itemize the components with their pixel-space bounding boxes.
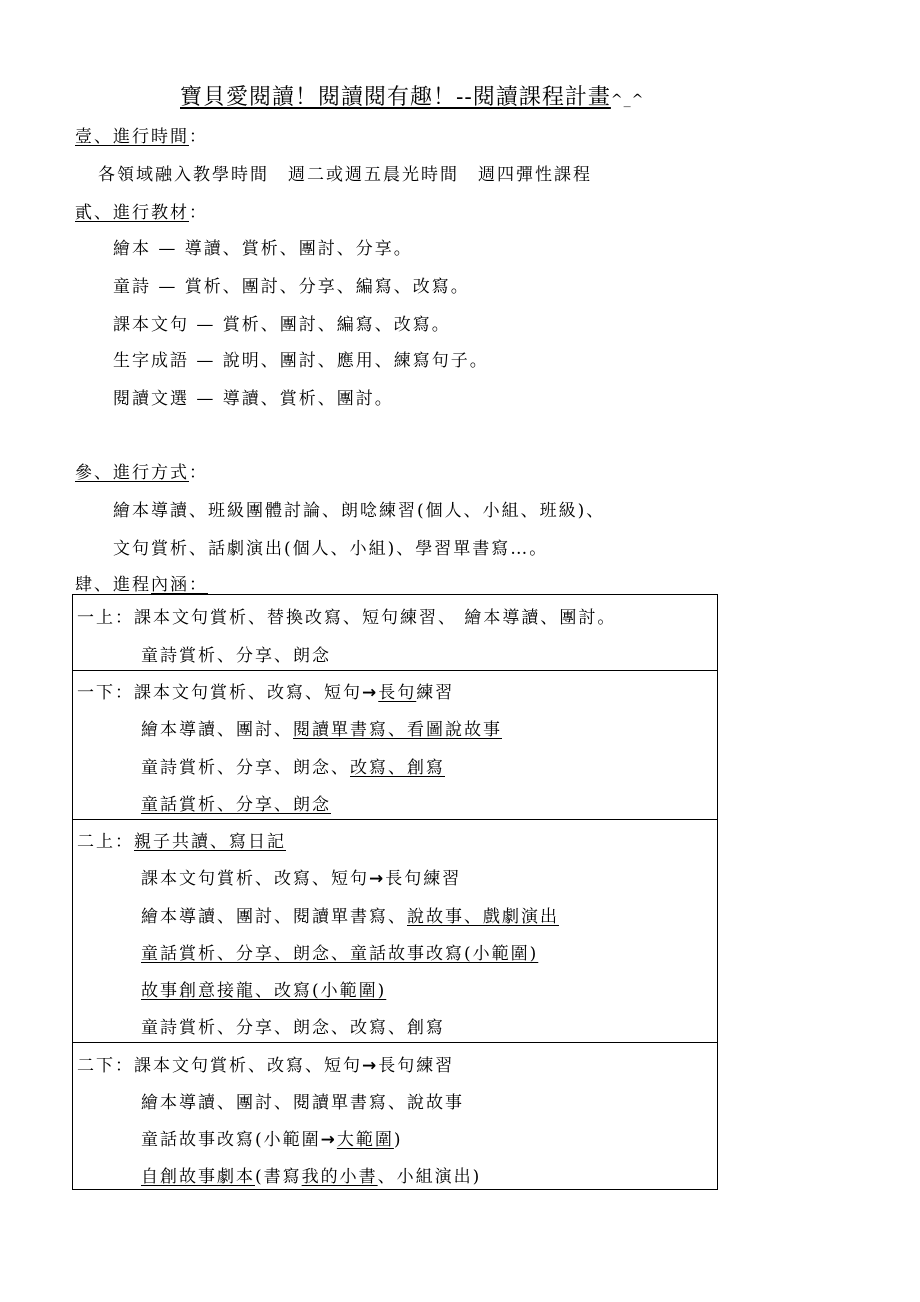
grade-2b-line: 二下：課本文句賞析、改寫、短句→長句練習 — [77, 1056, 455, 1076]
grade-1b-line: 童詩賞析、分享、朗念、改寫、創寫 — [141, 758, 445, 778]
grade-2a-line: 童詩賞析、分享、朗念、改寫、創寫 — [141, 1018, 445, 1038]
section-2-heading: 貳、進行教材： — [75, 203, 208, 223]
grade-2b-line: 繪本導讀、團討、閱讀單書寫、說故事 — [141, 1093, 464, 1113]
grade-1b-line: 一下：課本文句賞析、改寫、短句→長句練習 — [77, 683, 455, 703]
grade-2a-line: 繪本導讀、團討、閱讀單書寫、說故事、戲劇演出 — [141, 907, 559, 927]
grade-label: 一下： — [77, 683, 134, 703]
title-main: 寶貝愛閱讀！閱讀閱有趣！--閱讀課程計畫 — [180, 85, 611, 110]
curriculum-table — [72, 594, 718, 1190]
grade-1b-line: 繪本導讀、團討、閱讀單書寫、看圖說故事 — [141, 720, 502, 740]
grade-2a-line: 二上：親子共讀、寫日記 — [77, 832, 286, 852]
section-1-body: 各領域融入教學時間 週二或週五晨光時間 週四彈性課程 — [98, 165, 592, 185]
page-title — [180, 80, 780, 111]
grade-label: 二上： — [77, 832, 134, 852]
arrow-icon: → — [320, 1130, 337, 1150]
grade-2b-line: 自創故事劇本(書寫我的小書、小組演出) — [141, 1167, 482, 1187]
material-item: 課本文句 — 賞析、團討、編寫、改寫。 — [113, 315, 451, 335]
grade-2a-line: 課本文句賞析、改寫、短句→長句練習 — [141, 869, 462, 889]
material-item: 童詩 — 賞析、團討、分享、編寫、改寫。 — [113, 277, 470, 297]
grade-2b-block — [73, 1042, 717, 1190]
arrow-icon: → — [369, 869, 386, 889]
method-line: 文句賞析、話劇演出(個人、小組)、學習單書寫…。 — [113, 539, 549, 559]
grade-2a-line: 故事創意接龍、改寫(小範圍) — [141, 981, 387, 1001]
grade-1b-line: 童話賞析、分享、朗念 — [141, 795, 331, 815]
section-3-heading: 參、進行方式： — [75, 463, 208, 483]
grade-1b-block — [73, 670, 717, 819]
grade-1a-line: 童詩賞析、分享、朗念 — [141, 646, 331, 666]
arrow-icon: → — [362, 683, 379, 703]
section-4-heading: 肆、進程內涵： — [75, 575, 208, 595]
section-1-heading: 壹、進行時間： — [75, 127, 208, 147]
arrow-icon: → — [362, 1056, 379, 1076]
method-line: 繪本導讀、班級團體討論、朗唸練習(個人、小組、班級)、 — [113, 501, 606, 521]
grade-1a-block — [73, 595, 717, 670]
material-item: 閱讀文選 — 導讀、賞析、團討。 — [113, 389, 394, 409]
grade-2b-line: 童話故事改寫(小範圍→大範圍) — [141, 1130, 403, 1150]
grade-2a-line: 童話賞析、分享、朗念、童話故事改寫(小範圍) — [141, 944, 539, 964]
material-item: 生字成語 — 說明、團討、應用、練寫句子。 — [113, 351, 489, 371]
title-emoticon: ^_^ — [610, 92, 645, 108]
grade-label: 一上： — [77, 608, 134, 628]
grade-1a-line: 一上：課本文句賞析、替換改寫、短句練習、 繪本導讀、團討。 — [77, 608, 617, 628]
grade-2a-block — [73, 819, 717, 1042]
material-item: 繪本 — 導讀、賞析、團討、分享。 — [113, 239, 413, 259]
grade-label: 二下： — [77, 1056, 134, 1076]
